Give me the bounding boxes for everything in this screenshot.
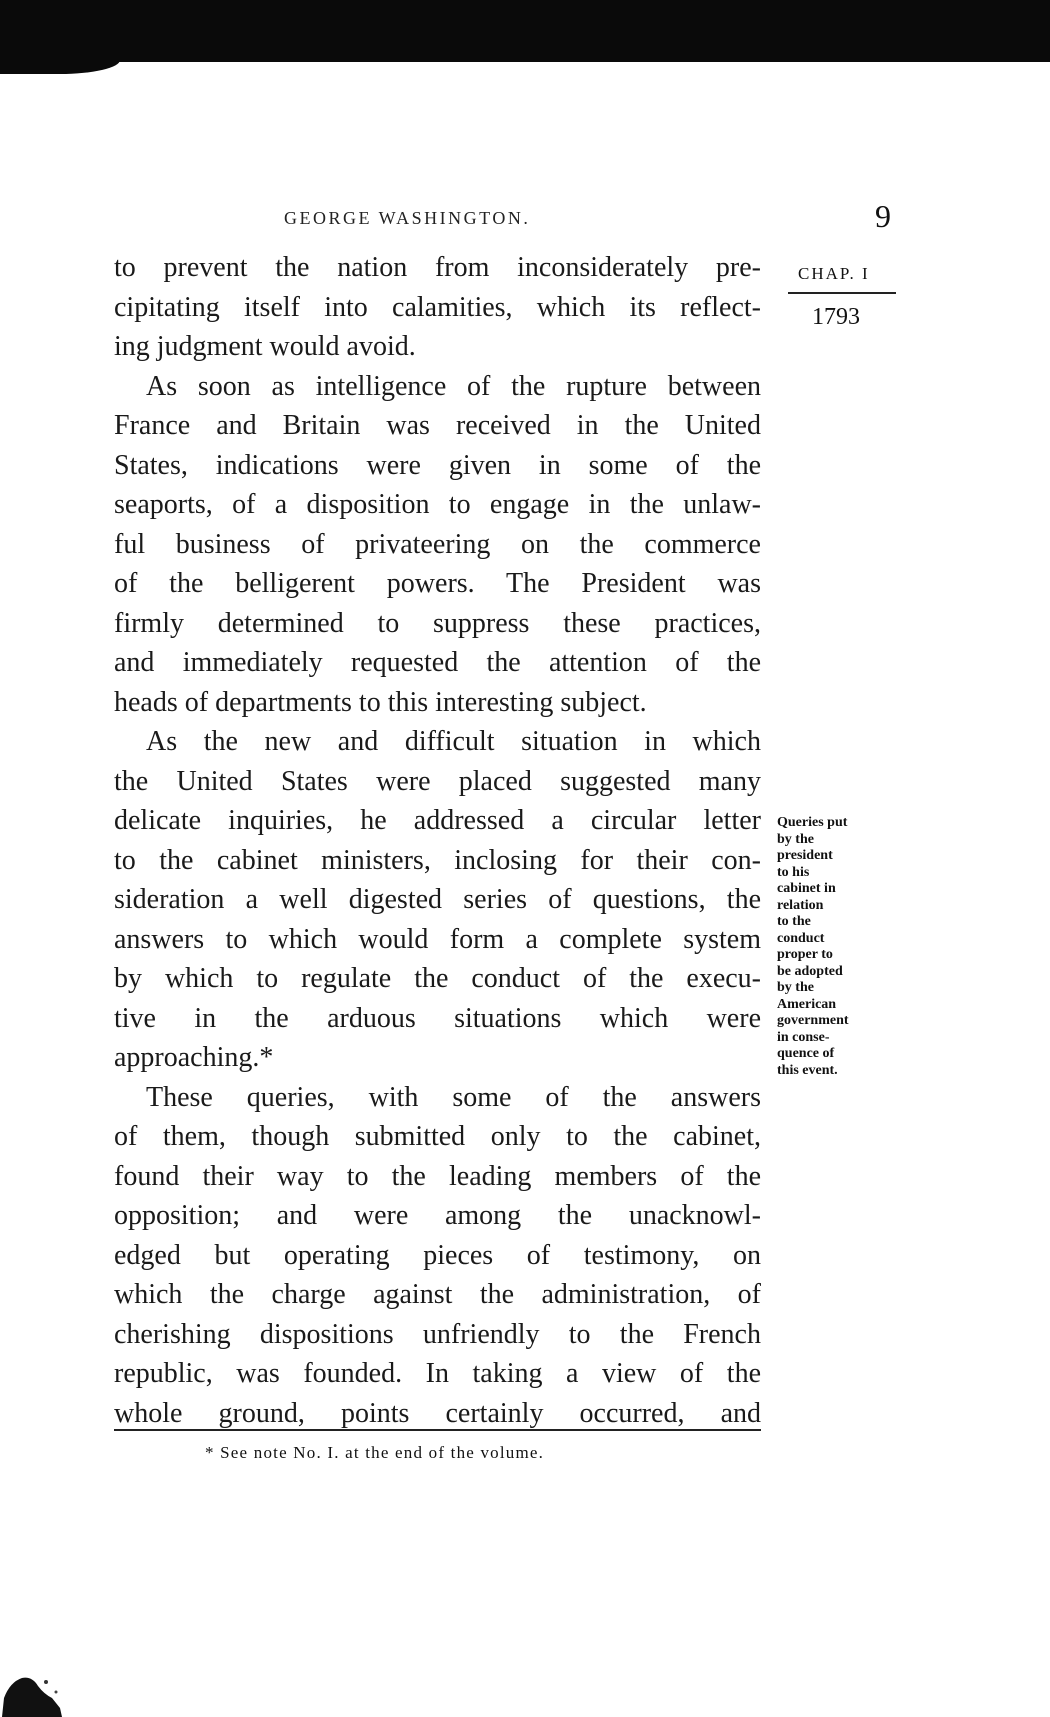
- body-line: As the new and difficult situation in which: [146, 726, 761, 757]
- side-note-line: quence of: [777, 1046, 835, 1061]
- side-note-line: to his: [777, 864, 810, 880]
- side-note-line: conduct: [777, 930, 825, 946]
- body-line: cipitating itself into calamities, which its reflect-: [114, 291, 761, 323]
- body-line: answers to which would form a complete system: [114, 923, 761, 955]
- body-line: opposition; and were among the unacknowl-: [114, 1200, 761, 1231]
- body-line: of them, though submitted only to the cabinet,: [114, 1121, 761, 1152]
- body-line: of the belligerent powers. The President was: [114, 568, 761, 599]
- side-note-line: be adopted: [777, 963, 843, 979]
- scan-corner-blot: [0, 1668, 70, 1717]
- body-line: republic, was founded. In taking a view of the: [114, 1358, 761, 1389]
- side-note-line: this event.: [777, 1062, 838, 1078]
- body-line: which the charge against the administration, of: [114, 1279, 761, 1310]
- side-note-line: president: [777, 848, 833, 863]
- side-note-line: relation: [777, 897, 824, 913]
- side-note-line: cabinet in: [777, 881, 836, 896]
- body-line: and immediately requested the attention of the: [114, 647, 761, 678]
- body-line: by which to regulate the conduct of the execu-: [114, 963, 761, 994]
- footnote: * See note No. I. at the end of the volume.: [205, 1443, 545, 1462]
- footnote-rule: [114, 1429, 761, 1431]
- side-note-line: government: [777, 1013, 849, 1028]
- body-line: to prevent the nation from inconsiderately pre-: [114, 252, 761, 283]
- side-note-line: American: [777, 996, 837, 1012]
- side-note-line: by the: [777, 831, 814, 847]
- body-line: As soon as intelligence of the rupture between: [146, 370, 761, 402]
- body-line: ful business of privateering on the commerce: [114, 528, 761, 560]
- side-note-line: to the: [777, 914, 811, 929]
- body-line: These queries, with some of the answers: [146, 1081, 761, 1113]
- body-line: cherishing dispositions unfriendly to the French: [114, 1318, 761, 1350]
- body-line: heads of departments to this interesting subject.: [114, 686, 647, 718]
- scan-top-edge: [0, 0, 1050, 62]
- body-line: edged but operating pieces of testimony, on: [114, 1239, 761, 1271]
- margin-year: 1793: [812, 304, 860, 330]
- side-note-line: Queries put: [777, 815, 848, 830]
- side-note-line: by the: [777, 980, 814, 995]
- side-note-line: proper to: [777, 947, 833, 962]
- body-line: whole ground, points certainly occurred, and: [114, 1397, 761, 1429]
- body-line: ing judgment would avoid.: [114, 331, 416, 362]
- chapter-rule: [788, 292, 896, 294]
- margin-side-note: [777, 815, 897, 1079]
- body-text: [114, 248, 761, 1433]
- scan-top-edge-tail: [0, 60, 120, 74]
- body-line: States, indications were given in some of the: [114, 449, 761, 481]
- running-head: GEORGE WASHINGTON.: [284, 208, 531, 228]
- body-line: seaports, of a disposition to engage in the unlaw-: [114, 489, 761, 520]
- chapter-label: CHAP. I: [798, 264, 870, 283]
- body-line: sideration a well digested series of questions, the: [114, 884, 761, 915]
- side-note-line: in conse-: [777, 1029, 830, 1045]
- page-number: 9: [875, 198, 891, 234]
- body-line: tive in the arduous situations which were: [114, 1002, 761, 1034]
- body-line: delicate inquiries, he addressed a circular letter: [114, 805, 761, 836]
- body-line: found their way to the leading members of the: [114, 1160, 761, 1192]
- body-line: firmly determined to suppress these practices,: [114, 607, 761, 639]
- body-line: approaching.*: [114, 1042, 274, 1073]
- body-line: the United States were placed suggested many: [114, 765, 761, 797]
- body-line: France and Britain was received in the United: [114, 410, 761, 441]
- body-line: to the cabinet ministers, inclosing for their con-: [114, 844, 761, 876]
